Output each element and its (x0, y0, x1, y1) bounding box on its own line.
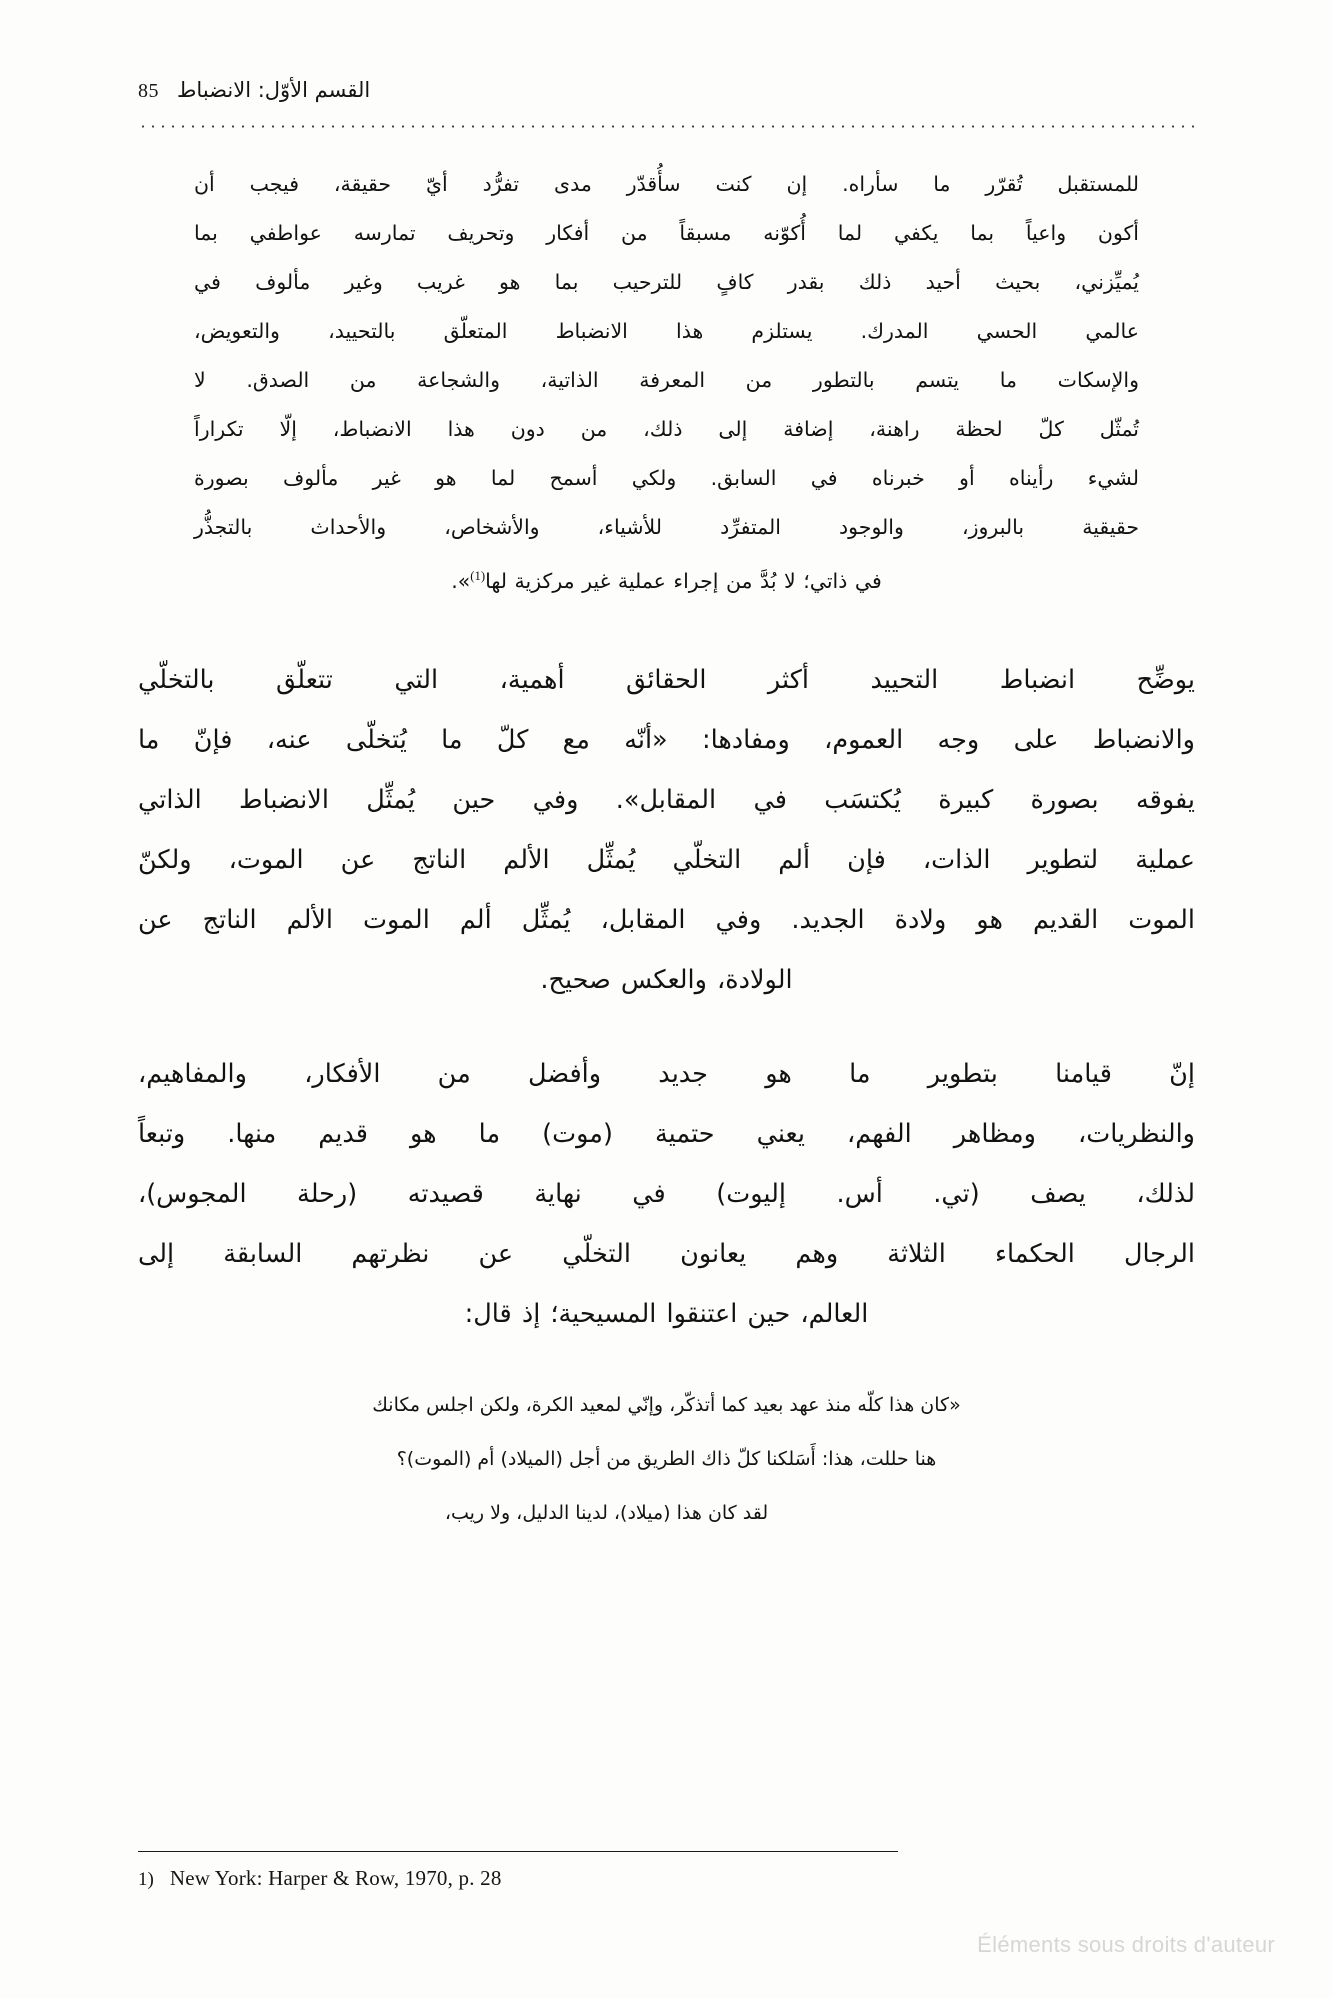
quote-line: تُمثّل كلّ لحظة راهنة، إضافة إلى ذلك، من دون هذا الانضباط، إلّا تكراراً (194, 417, 1139, 441)
paragraph-line: الولادة، والعكس صحيح. (540, 964, 793, 995)
paragraph-line: لذلك، يصف (تي. أس. إليوت) في نهاية قصيدته (رحلة المجوس)، (138, 1178, 1195, 1209)
quote-line: أكون واعياً بما يكفي لما أُكوّنه مسبقاً من أفكار وتحريف تمارسه عواطفي بما (194, 221, 1139, 245)
spacer (138, 1344, 1195, 1378)
poem-quotation (172, 1378, 1161, 1540)
paragraph-line: الرجال الحكماء الثلاثة وهم يعانون التخلّي عن نظرتهم السابقة إلى (138, 1238, 1195, 1269)
copyright-watermark: Éléments sous droits d'auteur (977, 1932, 1275, 1957)
paragraph-line: يوضِّح انضباط التحييد أكثر الحقائق أهمية، التي تتعلّق بالتخلّي (138, 664, 1195, 695)
quote-line-final (194, 552, 1139, 606)
paragraph-line: والنظريات، ومظاهر الفهم، يعني حتمية (موت) ما هو قديم منها. وتبعاً (138, 1118, 1195, 1149)
header-dotted-divider (138, 124, 1195, 129)
footnote-reference-marker: (1) (470, 569, 486, 583)
page-number: 85 (138, 80, 159, 102)
running-head (138, 78, 1195, 112)
poem-line: «كان هذا كلّه منذ عهد بعيد كما أتذكّر، وإنّي لمعيد الكرة، ولكن اجلس مكانك (372, 1393, 961, 1416)
paragraph-line: العالم، حين اعتنقوا المسيحية؛ إذ قال: (464, 1298, 869, 1329)
footnote (138, 1866, 502, 1891)
footnote-marker: 1) (138, 1869, 154, 1890)
quote-closing-punctuation: ». (451, 568, 471, 593)
block-quotation (194, 160, 1139, 606)
spacer (138, 1010, 1195, 1044)
quote-line: لشيء رأيناه أو خبرناه في السابق. ولكي أسمح لما هو غير مألوف بصورة (194, 466, 1139, 490)
body-paragraph (138, 1044, 1195, 1344)
footnote-text: New York: Harper & Row, 1970, p. 28 (169, 1866, 502, 1890)
quote-line-final-text: في ذاتي؛ لا بُدَّ من إجراء عملية غير مركزية لها (485, 568, 882, 593)
body-paragraph (138, 650, 1195, 1010)
paragraph-line: والانضباط على وجه العموم، ومفادها: «أنّه مع كلّ ما يُتخلّى عنه، فإنّ ما (138, 724, 1195, 755)
chapter-title: القسم الأوّل: الانضباط (177, 78, 371, 102)
quote-line: عالمي الحسي المدرك. يستلزم هذا الانضباط المتعلّق بالتحييد، والتعويض، (194, 319, 1139, 343)
paragraph-line: إنّ قيامنا بتطوير ما هو جديد وأفضل من الأفكار، والمفاهيم، (138, 1058, 1195, 1089)
quote-line: والإسكات ما يتسم بالتطور من المعرفة الذاتية، والشجاعة من الصدق. لا (194, 368, 1139, 392)
paragraph-line: الموت القديم هو ولادة الجديد. وفي المقابل، يُمثِّل ألم الموت الألم الناتج عن (138, 904, 1195, 935)
quote-line: للمستقبل تُقرّر ما سأراه. إن كنت سأُقدّر مدى تفرُّد أيّ حقيقة، فيجب أن (194, 172, 1139, 196)
poem-line: هنا حللت، هذا: أَسَلكنا كلّ ذاك الطريق من أجل (الميلاد) أم (الموت)؟ (396, 1447, 937, 1470)
text-column (138, 160, 1195, 1540)
footnote-divider (138, 1851, 898, 1852)
poem-line: لقد كان هذا (ميلاد)، لدينا الدليل، ولا ريب، (444, 1501, 769, 1524)
quote-line: يُميِّزني، بحيث أحيد ذلك بقدر كافٍ للترحيب بما هو غريب وغير مألوف في (194, 270, 1139, 294)
spacer (138, 606, 1195, 650)
paragraph-line: يفوقه بصورة كبيرة يُكتسَب في المقابل». وفي حين يُمثِّل الانضباط الذاتي (138, 784, 1195, 815)
paragraph-line: عملية لتطوير الذات، فإن ألم التخلّي يُمثِّل الألم الناتج عن الموت، ولكنّ (138, 844, 1195, 875)
quote-line: حقيقية بالبروز، والوجود المتفرِّد للأشياء، والأشخاص، والأحداث بالتجذُّر (194, 515, 1139, 539)
